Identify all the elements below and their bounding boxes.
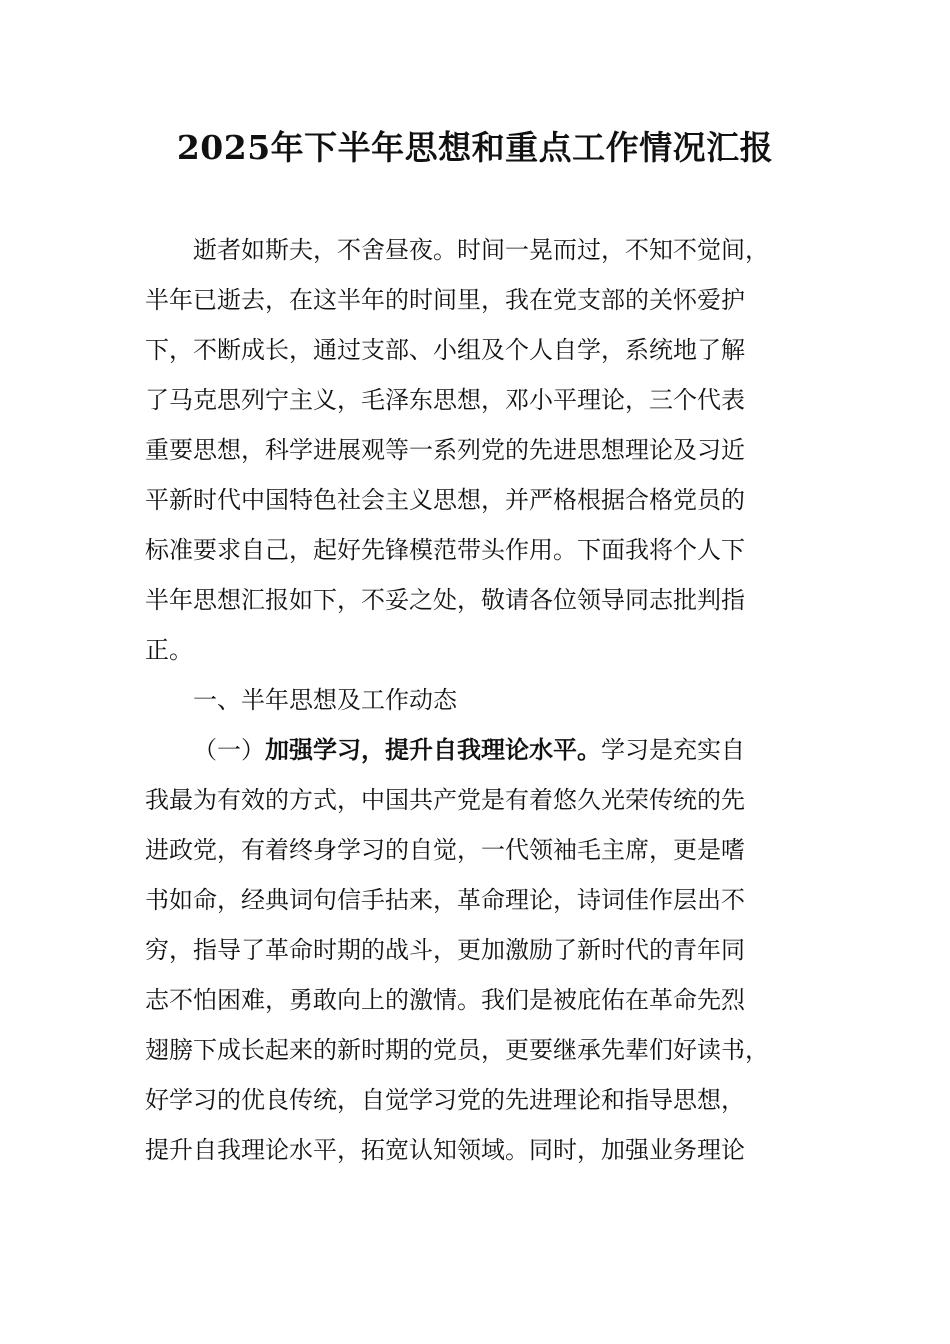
paragraph-line: 翅膀下成长起来的新时期的党员，更要继承先辈们好读书， xyxy=(145,1036,769,1064)
subsection-first-line xyxy=(145,725,805,775)
paragraph-line: 半年已逝去，在这半年的时间里，我在党支部的关怀爱护 xyxy=(145,286,745,314)
paragraph-line: 了马克思列宁主义，毛泽东思想，邓小平理论，三个代表 xyxy=(145,386,745,414)
paragraph-line: 提升自我理论水平，拓宽认知领域。同时，加强业务理论 xyxy=(145,1136,745,1164)
section-heading: 一、半年思想及工作动态 xyxy=(193,686,457,714)
subsection-heading: 加强学习，提升自我理论水平。 xyxy=(265,736,601,764)
paragraph-line: 半年思想汇报如下，不妥之处，敬请各位领导同志批判指 xyxy=(145,586,745,614)
paragraph-line: 进政党，有着终身学习的自觉，一代领袖毛主席，更是嗜 xyxy=(145,836,745,864)
paragraph-line: 下，不断成长，通过支部、小组及个人自学，系统地了解 xyxy=(145,336,745,364)
paragraph-line: 逝者如斯夫，不舍昼夜。时间一晃而过，不知不觉间， xyxy=(193,236,769,264)
subsection-first-line-text: 学习是充实自 xyxy=(601,736,745,764)
paragraph-line: 正。 xyxy=(145,636,193,664)
document-title: 2025年下半年思想和重点工作情况汇报 xyxy=(176,128,774,167)
paragraph-line: 穷，指导了革命时期的战斗，更加激励了新时代的青年同 xyxy=(145,936,745,964)
paragraph-line: 平新时代中国特色社会主义思想，并严格根据合格党员的 xyxy=(145,486,745,514)
paragraph-line: 重要思想，科学进展观等一系列党的先进思想理论及习近 xyxy=(145,436,745,464)
paragraph-line: 志不怕困难，勇敢向上的激情。我们是被庇佑在革命先烈 xyxy=(145,986,745,1014)
paragraph-line: 标准要求自己，起好先锋模范带头作用。下面我将个人下 xyxy=(145,536,745,564)
subsection-prefix: （一） xyxy=(193,736,265,764)
document-body xyxy=(145,225,805,1175)
paragraph-line: 好学习的优良传统，自觉学习党的先进理论和指导思想， xyxy=(145,1086,745,1114)
paragraph-line: 书如命，经典词句信手拈来，革命理论，诗词佳作层出不 xyxy=(145,886,745,914)
paragraph-line: 我最为有效的方式，中国共产党是有着悠久光荣传统的先 xyxy=(145,786,745,814)
